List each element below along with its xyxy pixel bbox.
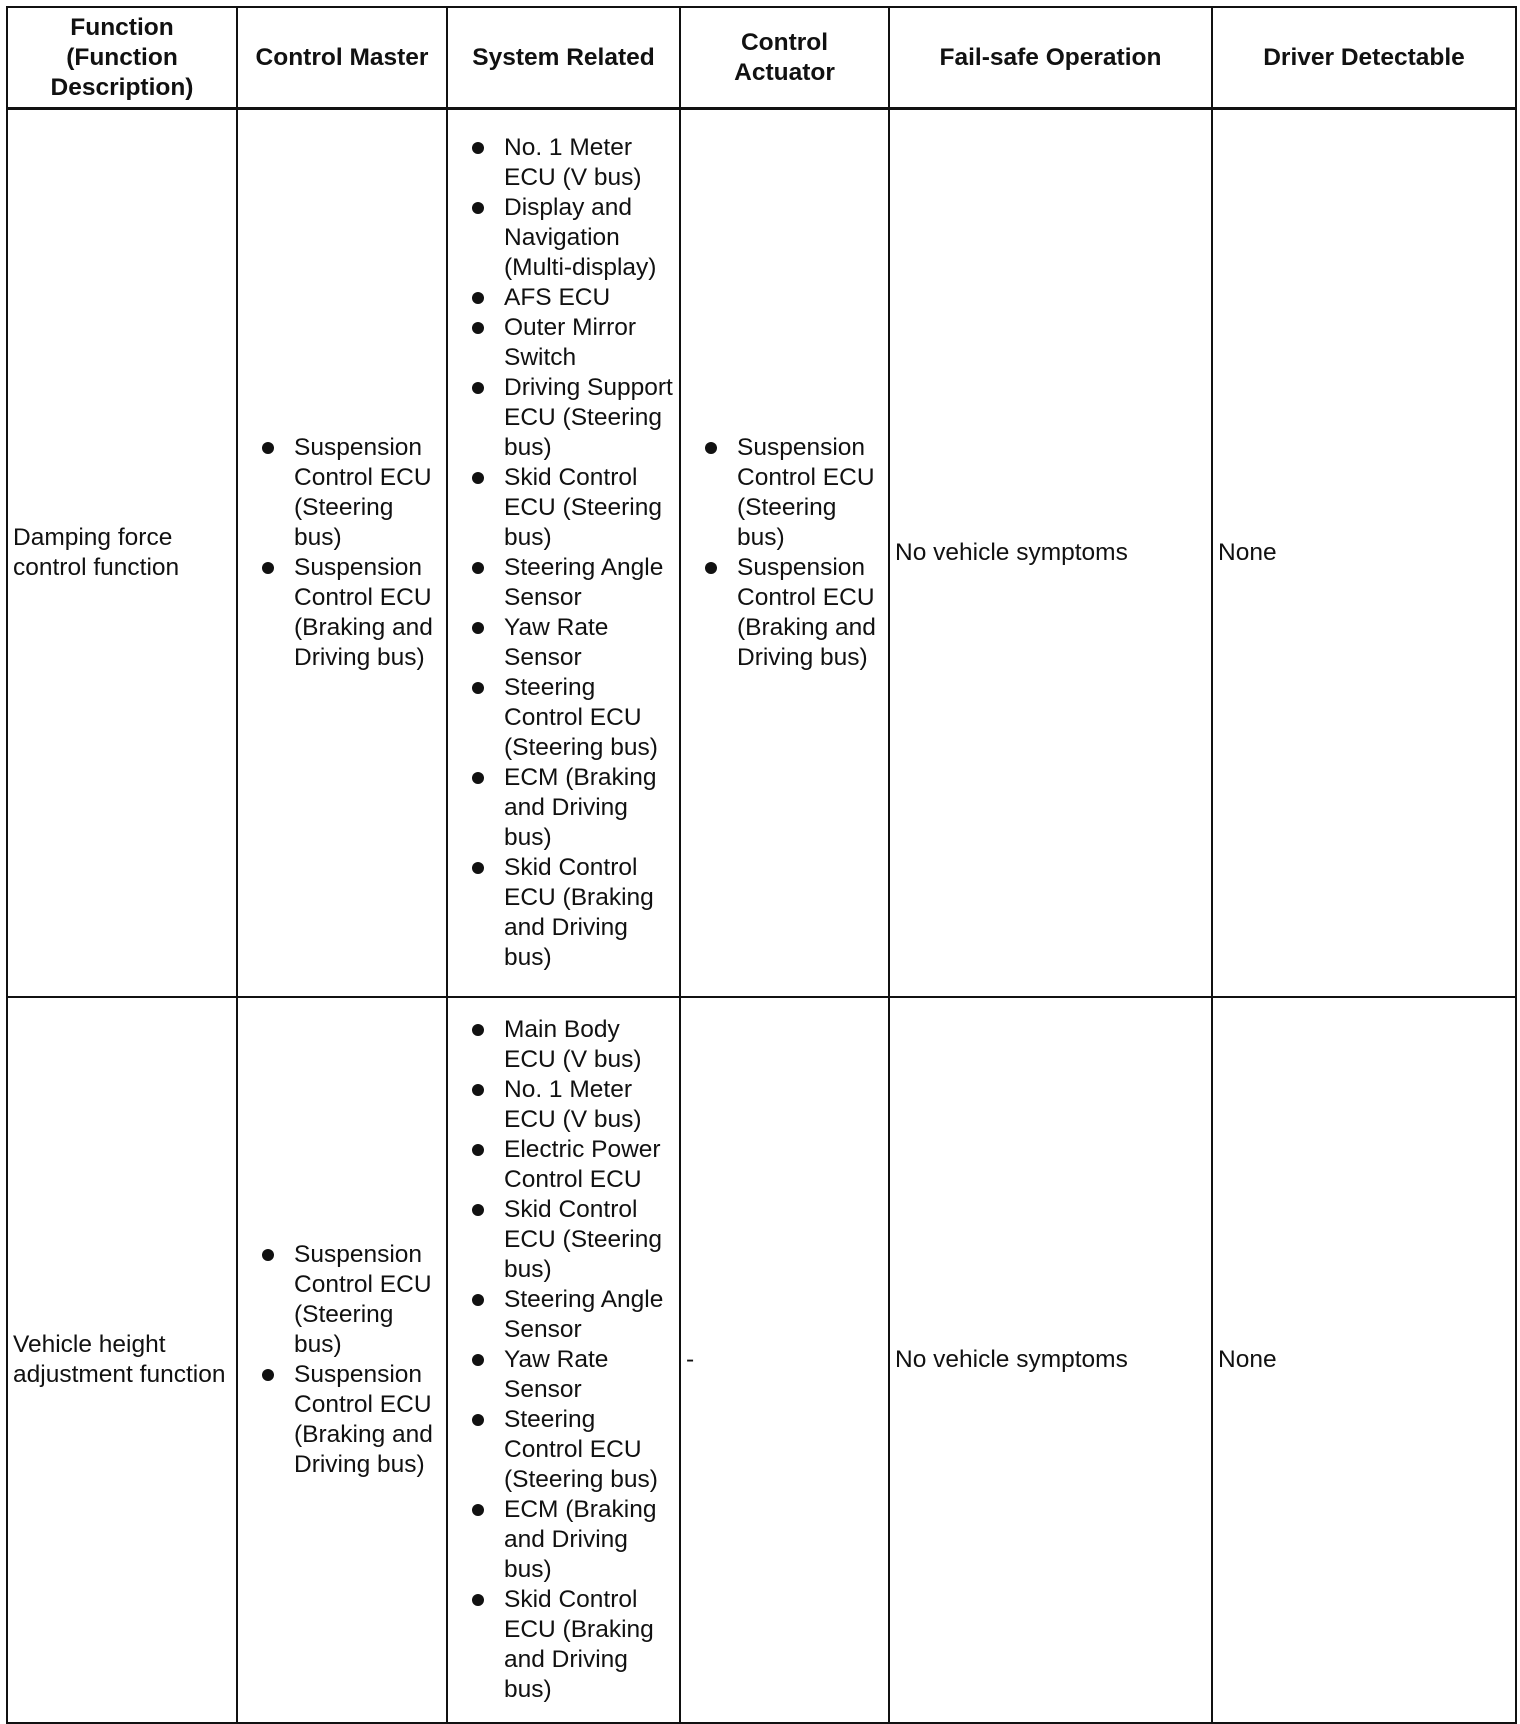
list-item-text: Suspension Control ECU (Steering bus)	[294, 434, 432, 551]
list-item-text: Main Body ECU (V bus)	[504, 1016, 642, 1073]
bullet-icon	[262, 1369, 274, 1381]
list-item	[453, 613, 674, 673]
bullet-icon	[472, 202, 484, 214]
header-row	[7, 7, 1516, 109]
list-item	[453, 553, 674, 613]
system-related-cell	[447, 109, 680, 998]
header-system-related: System Related	[447, 7, 680, 109]
function-table	[6, 6, 1517, 1724]
control-actuator-cell	[680, 109, 889, 998]
list-item	[453, 673, 674, 763]
bullet-icon	[472, 142, 484, 154]
control-master-list	[243, 433, 441, 673]
list-item-text: Display and Navigation (Multi-display)	[504, 194, 657, 281]
list-item-text: ECM (Braking and Driving bus)	[504, 1496, 657, 1583]
header-function: Function (Function Description)	[7, 7, 237, 109]
table-row	[7, 997, 1516, 1723]
list-item	[453, 313, 674, 373]
bullet-icon	[705, 442, 717, 454]
list-item-text: Suspension Control ECU (Braking and Driving bus)	[294, 554, 433, 671]
driver-detectable-cell	[1212, 997, 1516, 1723]
bullet-icon	[472, 1594, 484, 1606]
list-item-text: Suspension Control ECU (Braking and Driving bus)	[294, 1361, 433, 1478]
list-item	[453, 1495, 674, 1585]
list-item	[453, 1345, 674, 1405]
list-item	[243, 1360, 441, 1480]
control-actuator-cell	[680, 997, 889, 1723]
list-item-text: Steering Control ECU (Steering bus)	[504, 1406, 658, 1493]
control-actuator-list	[686, 433, 883, 673]
bullet-icon	[472, 1024, 484, 1036]
bullet-icon	[472, 322, 484, 334]
system-related-cell	[447, 997, 680, 1723]
list-item	[453, 283, 674, 313]
system-related-list	[453, 133, 674, 973]
bullet-icon	[262, 562, 274, 574]
control-actuator-text: -	[686, 1346, 695, 1373]
header-control-master: Control Master	[237, 7, 447, 109]
system-related-list	[453, 1015, 674, 1705]
list-item	[453, 1285, 674, 1345]
list-item-text: Electric Power Control ECU	[504, 1136, 661, 1193]
list-item	[453, 1015, 674, 1075]
bullet-icon	[262, 1249, 274, 1261]
driver-detectable-text: None	[1218, 539, 1277, 566]
control-master-cell	[237, 997, 447, 1723]
function-cell	[7, 997, 237, 1723]
bullet-icon	[472, 562, 484, 574]
list-item-text: Steering Angle Sensor	[504, 554, 664, 611]
list-item	[453, 1075, 674, 1135]
bullet-icon	[472, 1354, 484, 1366]
list-item	[243, 1240, 441, 1360]
header-fail-safe: Fail-safe Operation	[889, 7, 1212, 109]
bullet-icon	[472, 862, 484, 874]
bullet-icon	[472, 472, 484, 484]
list-item-text: ECM (Braking and Driving bus)	[504, 764, 657, 851]
bullet-icon	[472, 1144, 484, 1156]
driver-detectable-cell	[1212, 109, 1516, 998]
bullet-icon	[472, 1414, 484, 1426]
list-item-text: No. 1 Meter ECU (V bus)	[504, 134, 642, 191]
list-item-text: Yaw Rate Sensor	[504, 1346, 609, 1403]
list-item-text: Skid Control ECU (Braking and Driving bus)	[504, 1586, 654, 1703]
bullet-icon	[472, 382, 484, 394]
bullet-icon	[262, 442, 274, 454]
list-item	[453, 1585, 674, 1705]
list-item-text: Yaw Rate Sensor	[504, 614, 609, 671]
control-master-cell	[237, 109, 447, 998]
function-text: Damping force control function	[13, 524, 180, 581]
control-master-list	[243, 1240, 441, 1480]
header-driver-detectable: Driver Detectable	[1212, 7, 1516, 109]
bullet-icon	[472, 1504, 484, 1516]
fail-safe-text: No vehicle symptoms	[895, 539, 1128, 566]
list-item	[453, 463, 674, 553]
fail-safe-cell	[889, 997, 1212, 1723]
list-item	[453, 193, 674, 283]
list-item-text: Skid Control ECU (Steering bus)	[504, 464, 662, 551]
function-text: Vehicle height adjustment function	[13, 1331, 226, 1388]
bullet-icon	[472, 772, 484, 784]
list-item-text: Suspension Control ECU (Steering bus)	[737, 434, 875, 551]
list-item-text: Driving Support ECU (Steering bus)	[504, 374, 673, 461]
bullet-icon	[472, 1294, 484, 1306]
header-control-actuator: Control Actuator	[680, 7, 889, 109]
list-item-text: Skid Control ECU (Braking and Driving bus)	[504, 854, 654, 971]
bullet-icon	[472, 1084, 484, 1096]
list-item	[243, 433, 441, 553]
list-item-text: Steering Angle Sensor	[504, 1286, 664, 1343]
list-item-text: Suspension Control ECU (Steering bus)	[294, 1241, 432, 1358]
function-cell	[7, 109, 237, 998]
list-item-text: AFS ECU	[504, 284, 611, 311]
bullet-icon	[472, 292, 484, 304]
bullet-icon	[472, 1204, 484, 1216]
fail-safe-cell	[889, 109, 1212, 998]
list-item	[453, 373, 674, 463]
bullet-icon	[705, 562, 717, 574]
list-item-text: Suspension Control ECU (Braking and Driving bus)	[737, 554, 876, 671]
list-item-text: Steering Control ECU (Steering bus)	[504, 674, 658, 761]
fail-safe-text: No vehicle symptoms	[895, 1346, 1128, 1373]
list-item	[686, 553, 883, 673]
list-item-text: No. 1 Meter ECU (V bus)	[504, 1076, 642, 1133]
bullet-icon	[472, 682, 484, 694]
list-item	[453, 1135, 674, 1195]
table-row	[7, 109, 1516, 998]
list-item	[453, 1195, 674, 1285]
list-item	[243, 553, 441, 673]
list-item	[453, 763, 674, 853]
list-item-text: Outer Mirror Switch	[504, 314, 637, 371]
list-item-text: Skid Control ECU (Steering bus)	[504, 1196, 662, 1283]
list-item	[453, 1405, 674, 1495]
driver-detectable-text: None	[1218, 1346, 1277, 1373]
list-item	[453, 853, 674, 973]
list-item	[686, 433, 883, 553]
list-item	[453, 133, 674, 193]
bullet-icon	[472, 622, 484, 634]
